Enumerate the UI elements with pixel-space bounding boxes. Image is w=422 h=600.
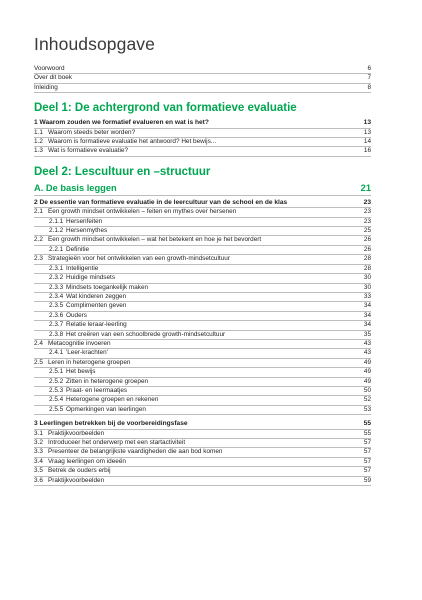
section-number: 2.3 <box>34 255 43 263</box>
front-matter <box>34 65 371 93</box>
page-number: 43 <box>363 339 371 347</box>
page-number: 53 <box>363 405 371 413</box>
toc-entry[interactable] <box>34 448 371 456</box>
toc-entry[interactable] <box>34 236 371 244</box>
page-number: 30 <box>363 283 371 291</box>
entry-label: Strategieën voor het ontwikkelen van een growth-mindsetcultuur <box>48 255 230 263</box>
toc-entry[interactable] <box>34 458 371 466</box>
page-number: 43 <box>363 349 371 357</box>
section-number: 3.1 <box>34 429 43 437</box>
page-number: 13 <box>363 128 371 136</box>
page-number: 57 <box>363 457 371 465</box>
chapter-entry[interactable] <box>34 420 371 428</box>
page-number: 28 <box>363 255 371 263</box>
toc-entry[interactable] <box>34 359 371 367</box>
section-number: 2.4.1 <box>49 349 64 357</box>
page-number: 25 <box>363 227 371 235</box>
chapter-label: 3 Leerlingen betrekken bij de voorbereidingsfase <box>34 420 188 428</box>
section-number: 2.5 <box>34 358 43 366</box>
entry-label: Definitie <box>66 245 90 253</box>
entry-label: Metacognitie invoeren <box>48 339 111 347</box>
toc-entry[interactable] <box>34 321 371 329</box>
entry-label: Over dit boek <box>34 74 73 82</box>
page-number: 23 <box>363 198 371 206</box>
toc-entry[interactable] <box>34 406 371 414</box>
page-number: 6 <box>367 65 371 72</box>
page-number: 34 <box>363 311 371 319</box>
toc-entry[interactable] <box>34 467 371 475</box>
section-number: 1.1 <box>34 128 43 136</box>
entry-label: Een growth mindset ontwikkelen – wat het betekent en hoe je het bevordert <box>48 236 262 244</box>
entry-label: Waarom steeds beter worden? <box>48 128 136 136</box>
entry-label: Vraag leerlingen om ideeën <box>48 457 126 465</box>
divider <box>34 92 371 93</box>
chapter-entry[interactable] <box>34 119 371 127</box>
section-number: 2.5.4 <box>49 396 64 404</box>
section-number: 3.3 <box>34 448 43 456</box>
entry-label: Zitten in heterogene groepen <box>66 377 149 385</box>
entry-label: Praktijkvoorbeelden <box>48 429 105 437</box>
page-number: 49 <box>363 368 371 376</box>
toc-entry[interactable] <box>34 84 371 92</box>
page-number: 33 <box>363 292 371 300</box>
entry-label: Praktijkvoorbeelden <box>48 476 105 484</box>
entry-label: Het creëren van een schoolbrede growth-mindsetcultuur <box>66 330 226 338</box>
page-number: 57 <box>363 448 371 456</box>
page-number: 35 <box>363 330 371 338</box>
toc-entry[interactable] <box>34 477 371 485</box>
entry-label: 'Leer-krachten' <box>66 349 108 357</box>
chapter-label: 1 Waarom zouden we formatief evalueren en wat is het? <box>34 119 209 127</box>
toc-entry[interactable] <box>34 227 371 235</box>
divider <box>34 485 371 486</box>
page-number: 13 <box>363 119 371 127</box>
page-number: 57 <box>363 467 371 475</box>
part-heading: Deel 1: De achtergrond van formatieve evaluatie <box>34 102 297 115</box>
toc-entry[interactable] <box>34 378 371 386</box>
toc-entry[interactable] <box>34 439 371 447</box>
toc-entry[interactable] <box>34 65 371 73</box>
toc-entry[interactable] <box>34 302 371 310</box>
divider <box>34 156 371 157</box>
toc-entry[interactable] <box>34 368 371 376</box>
chapter-3-entries <box>34 430 371 486</box>
section-number: 2.3.8 <box>49 330 64 338</box>
section-number: 3.5 <box>34 467 43 475</box>
page-number: 28 <box>363 264 371 272</box>
entry-label: Introduceer het onderwerp met een startactiviteit <box>48 439 186 446</box>
section-heading-label: A. De basis leggen <box>34 182 117 193</box>
entry-label: Het bewijs <box>66 368 96 376</box>
entry-label: Waarom is formatieve evaluatie het antwoord? Het bewijs... <box>48 138 217 146</box>
section-number: 2.3.3 <box>49 283 64 291</box>
chapter-2-entries <box>34 208 371 415</box>
page-number: 50 <box>363 386 371 394</box>
toc-entry[interactable] <box>34 138 371 146</box>
toc-page <box>34 34 371 486</box>
section-number: 3.6 <box>34 476 43 484</box>
entry-label: Wat kinderen zeggen <box>66 292 127 300</box>
toc-entry[interactable] <box>34 349 371 357</box>
section-heading[interactable] <box>34 183 371 195</box>
section-number: 3.2 <box>34 439 43 446</box>
entry-label: Een growth mindset ontwikkelen – feiten en mythes over hersenen <box>48 208 237 216</box>
entry-label: Opmerkingen van leerlingen <box>66 405 146 413</box>
toc-entry[interactable] <box>34 265 371 273</box>
section-number: 2.3.2 <box>49 274 64 282</box>
toc-entry[interactable] <box>34 218 371 226</box>
page-number: 26 <box>363 236 371 244</box>
section-number: 2.5.2 <box>49 377 64 385</box>
entry-label: Wat is formatieve evaluatie? <box>48 147 129 155</box>
entry-label: Voorwoord <box>34 65 65 72</box>
toc-entry[interactable] <box>34 430 371 438</box>
section-number: 2.3.5 <box>49 302 64 310</box>
entry-label: Complimenten geven <box>66 302 127 310</box>
page-number: 30 <box>363 274 371 282</box>
toc-entry[interactable] <box>34 74 371 82</box>
page-number: 7 <box>367 74 371 82</box>
entry-label: Leren in heterogene groepen <box>48 358 131 366</box>
page-number: 55 <box>363 420 371 428</box>
entry-label: Presenteer de belangrijkste vaardigheden die aan bod komen <box>48 448 223 456</box>
page-number: 34 <box>363 302 371 310</box>
page-number: 49 <box>363 377 371 385</box>
toc-entry[interactable] <box>34 387 371 395</box>
section-number: 2.5.3 <box>49 386 64 394</box>
page-number: 23 <box>363 208 371 216</box>
toc-entry[interactable] <box>34 147 371 155</box>
entry-label: Praat- en leermaatjes <box>66 386 128 394</box>
chapter-entry[interactable] <box>34 199 371 207</box>
toc-entry[interactable] <box>34 255 371 263</box>
entry-label: Betrek de ouders erbij <box>48 467 111 475</box>
toc-entry[interactable] <box>34 208 371 216</box>
page-number: 14 <box>363 138 371 146</box>
toc-entry[interactable] <box>34 293 371 301</box>
section-number: 2.1.1 <box>49 217 64 225</box>
toc-entry[interactable] <box>34 129 371 137</box>
entry-label: Relatie leraar-leerling <box>66 321 127 329</box>
section-number: 2.3.6 <box>49 311 64 319</box>
entry-label: Hersenmythes <box>66 227 108 235</box>
section-number: 2.5.1 <box>49 368 64 376</box>
section-number: 2.5.5 <box>49 405 64 413</box>
section-number: 2.3.4 <box>49 292 64 300</box>
section-number: 1.2 <box>34 138 43 146</box>
entry-label: Heterogene groepen en rekenen <box>66 396 159 404</box>
entry-label: Hersenfeiten <box>66 217 103 225</box>
section-number: 2.3.7 <box>49 321 64 329</box>
section-number: 2.3.1 <box>49 264 64 272</box>
page-number: 57 <box>363 439 371 446</box>
entry-label: Huidige mindsets <box>66 274 116 282</box>
page-number: 49 <box>363 358 371 366</box>
page-number: 52 <box>363 396 371 404</box>
section-number: 2.2.1 <box>49 245 64 253</box>
entry-label: Inleiding <box>34 83 58 91</box>
section-number: 3.4 <box>34 457 43 465</box>
page-number: 16 <box>363 147 371 155</box>
toc-entry[interactable] <box>34 312 371 320</box>
toc-entry[interactable] <box>34 284 371 292</box>
toc-entry[interactable] <box>34 246 371 254</box>
part-heading: Deel 2: Lescultuur en –structuur <box>34 165 211 178</box>
section-number: 2.1 <box>34 208 43 216</box>
section-number: 2.4 <box>34 339 43 347</box>
section-number: 2.1.2 <box>49 227 64 235</box>
page-number: 21 <box>360 182 371 193</box>
page-number: 55 <box>363 429 371 437</box>
page-title: Inhoudsopgave <box>34 34 155 54</box>
page-number: 8 <box>367 83 371 91</box>
page-number: 34 <box>363 321 371 329</box>
entry-label: Mindsets toegankelijk maken <box>66 283 149 291</box>
section-number: 1.3 <box>34 147 43 155</box>
entry-label: Ouders <box>66 311 87 319</box>
chapter-label: 2 De essentie van formatieve evaluatie in de leercultuur van de school en de klas <box>34 198 288 206</box>
toc-entry[interactable] <box>34 340 371 348</box>
toc-entry[interactable] <box>34 396 371 404</box>
page-number: 59 <box>363 476 371 484</box>
entry-label: Intelligentie <box>66 264 99 272</box>
page-number: 26 <box>363 245 371 253</box>
section-number: 2.2 <box>34 236 43 244</box>
page-number: 23 <box>363 217 371 225</box>
toc-entry[interactable] <box>34 274 371 282</box>
toc-entry[interactable] <box>34 331 371 339</box>
